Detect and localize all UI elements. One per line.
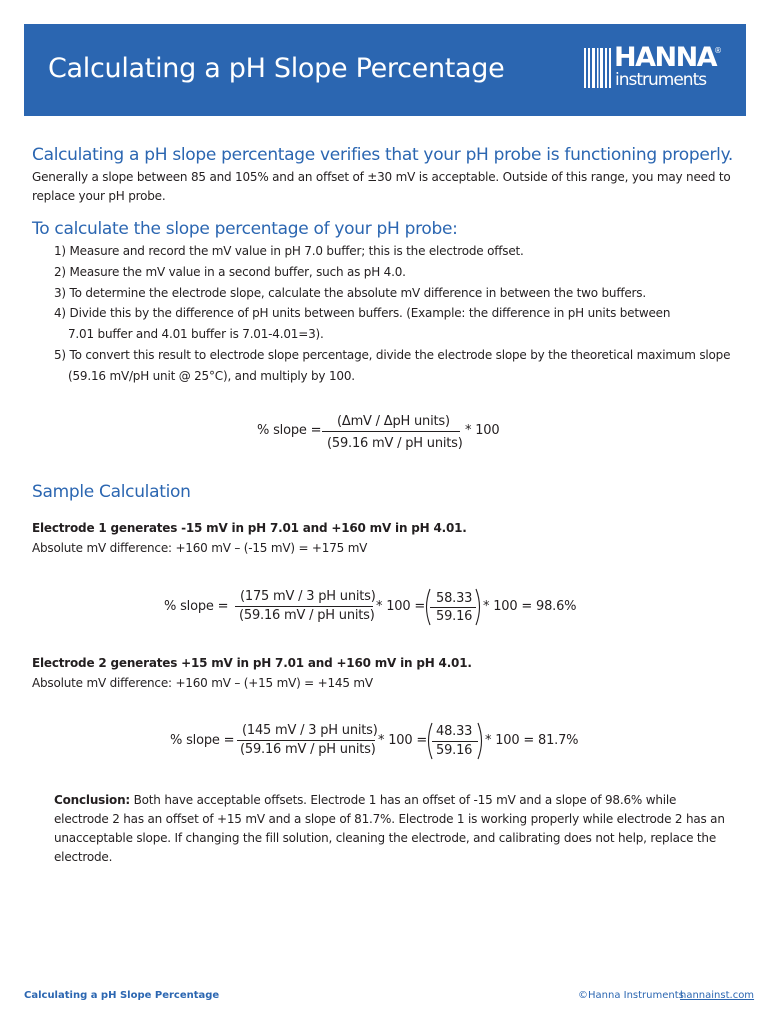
e2-mid: * 100 = [378, 733, 428, 748]
step-1: 1) Measure and record the mV value in pH 7.0 buffer; this is the electrode offset. [54, 244, 524, 258]
electrode-2-difference: Absolute mV difference: +160 mV – (+15 mV) = +145 mV [32, 676, 373, 690]
formula-lhs: % slope = [257, 423, 322, 438]
footer-website-link[interactable]: hannainst.com [680, 990, 755, 1001]
page-title: Calculating a pH Slope Percentage [48, 53, 505, 84]
electrode-2-title: Electrode 2 generates +15 mV in pH 7.01 and +160 mV in pH 4.01. [32, 656, 472, 670]
conclusion-text: Both have acceptable offsets. Electrode 1 has an offset of -15 mV and a slope of 98.6% while electrode 2 has an offset of +15 mV and a slope of 81.7%. Electrode 1 is working properly while electrode 2 has an unacceptable slope. If changing the fill solution, cleaning the electrode, and calibrating does not help, replace the electrode. [54, 793, 725, 864]
intro-line-1: Generally a slope between 85 and 105% and an offset of ±30 mV is acceptable. Outside of this range, you may need to [32, 170, 731, 184]
e2-numerator: (145 mV / 3 pH units) [242, 723, 378, 738]
formula-rhs: * 100 [465, 423, 500, 438]
logo-instruments-text: instruments [615, 70, 707, 90]
e1-lhs: % slope = [164, 599, 229, 614]
logo-registered: ® [714, 46, 722, 55]
conclusion-label: Conclusion: [54, 793, 131, 807]
e2-fraction-bar-2 [432, 741, 478, 742]
step-3: 3) To determine the electrode slope, calculate the absolute mV difference in between the two buffers. [54, 286, 646, 300]
step-4: 4) Divide this by the difference of pH units between buffers. (Example: the difference in pH units between [54, 306, 671, 320]
header-banner [24, 24, 746, 116]
conclusion [54, 791, 734, 867]
e1-fraction-bar [235, 606, 373, 607]
step-5: 5) To convert this result to electrode slope percentage, divide the electrode slope by the theoretical maximum slope [54, 348, 731, 362]
step-2: 2) Measure the mV value in a second buffer, such as pH 4.0. [54, 265, 406, 279]
e1-numerator-2: 58.33 [436, 591, 473, 606]
formula-numerator: (ΔmV / ΔpH units) [337, 414, 450, 429]
step-4-continued: 7.01 buffer and 4.01 buffer is 7.01-4.01=3). [68, 327, 324, 341]
procedure-heading: To calculate the slope percentage of your pH probe: [32, 219, 458, 239]
logo-hanna-text: HANNA [614, 42, 717, 73]
sample-heading: Sample Calculation [32, 482, 191, 502]
e2-lhs: % slope = [170, 733, 235, 748]
footer-copyright: ©Hanna Instruments [578, 990, 684, 1001]
formula-fraction-bar [322, 431, 460, 432]
e2-fraction-bar [237, 740, 375, 741]
logo-bars-icon [584, 46, 612, 90]
intro-line-2: replace your pH probe. [32, 189, 166, 203]
step-5-continued: (59.16 mV/pH unit @ 25°C), and multiply by 100. [68, 369, 355, 383]
e2-denominator-2: 59.16 [436, 743, 473, 758]
footer-title: Calculating a pH Slope Percentage [24, 990, 220, 1001]
e1-numerator: (175 mV / 3 pH units) [240, 589, 376, 604]
e1-denominator-2: 59.16 [436, 609, 473, 624]
e1-denominator: (59.16 mV / pH units) [239, 608, 375, 623]
hanna-logo [584, 42, 724, 94]
e1-mid: * 100 = [376, 599, 426, 614]
e2-result: * 100 = 81.7% [485, 733, 579, 748]
e1-fraction-bar-2 [430, 607, 476, 608]
e2-denominator: (59.16 mV / pH units) [240, 742, 376, 757]
electrode-1-difference: Absolute mV difference: +160 mV – (-15 mV) = +175 mV [32, 541, 368, 555]
intro-heading: Calculating a pH slope percentage verifies that your pH probe is functioning properly. [32, 145, 734, 165]
formula-denominator: (59.16 mV / pH units) [327, 436, 463, 451]
e2-numerator-2: 48.33 [436, 724, 473, 739]
electrode-1-title: Electrode 1 generates -15 mV in pH 7.01 and +160 mV in pH 4.01. [32, 521, 467, 535]
e1-result: * 100 = 98.6% [483, 599, 577, 614]
